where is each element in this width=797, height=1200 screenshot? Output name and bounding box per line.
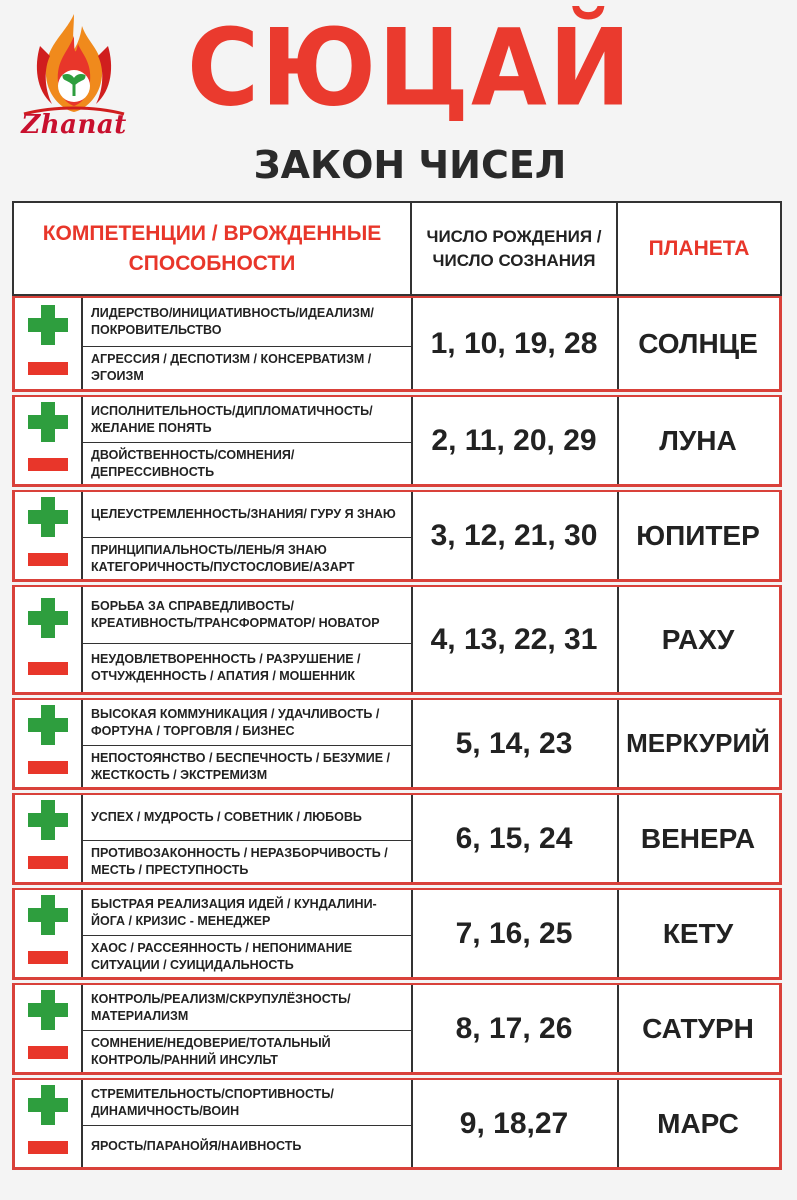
plus-icon: [28, 895, 68, 935]
birth-numbers: 9, 18,27: [411, 1080, 619, 1167]
negative-traits: ХАОС / РАССЕЯННОСТЬ / НЕПОНИМАНИЕ СИТУАЦИИ / СУИЦИДАЛЬНОСТЬ: [91, 940, 353, 972]
header-competencies: КОМПЕТЕНЦИИ / ВРОЖДЕННЫЕ СПОСОБНОСТИ: [42, 221, 382, 275]
signs-cell: [15, 985, 83, 1072]
page-title: СЮЦАЙ: [187, 7, 633, 131]
traits-cell: [81, 985, 413, 1072]
plus-icon: [28, 705, 68, 745]
signs-cell: [15, 1080, 83, 1167]
table-row: [12, 983, 782, 1075]
negative-traits: НЕУДОВЛЕТВОРЕННОСТЬ / РАЗРУШЕНИЕ / ОТЧУЖДЕННОСТЬ / АПАТИЯ / МОШЕННИК: [91, 652, 361, 683]
birth-numbers: 5, 14, 23: [411, 700, 619, 787]
traits-cell: [81, 298, 413, 389]
minus-icon: [28, 951, 68, 964]
traits-cell: [81, 397, 413, 484]
table-row: [12, 888, 782, 980]
birth-numbers: 3, 12, 21, 30: [411, 492, 619, 579]
positive-traits: БОРЬБА ЗА СПРАВЕДЛИВОСТЬ/ КРЕАТИВНОСТЬ/ТРАНСФОРМАТОР/ НОВАТОР: [81, 587, 411, 644]
traits-cell: [81, 700, 413, 787]
birth-numbers: 2, 11, 20, 29: [411, 397, 619, 484]
plus-icon: [28, 990, 68, 1030]
birth-numbers: 7, 16, 25: [411, 890, 619, 977]
negative-traits: ЯРОСТЬ/ПАРАНОЙЯ/НАИВНОСТЬ: [91, 1139, 302, 1153]
traits-cell: [81, 795, 413, 882]
positive-traits: УСПЕХ / МУДРОСТЬ / СОВЕТНИК / ЛЮБОВЬ: [81, 795, 411, 841]
plus-icon: [28, 402, 68, 442]
header-numbers: ЧИСЛО РОЖДЕНИЯ / ЧИСЛО СОЗНАНИЯ: [410, 203, 616, 294]
signs-cell: [15, 795, 83, 882]
planet-name: ВЕНЕРА: [640, 822, 756, 854]
table-row: [12, 395, 782, 487]
minus-icon: [28, 1141, 68, 1154]
positive-traits: КОНТРОЛЬ/РЕАЛИЗМ/СКРУПУЛЁЗНОСТЬ/ МАТЕРИАЛИЗМ: [81, 985, 411, 1031]
table-row: [12, 793, 782, 885]
negative-traits: НЕПОСТОЯНСТВО / БЕСПЕЧНОСТЬ / БЕЗУМИЕ / ЖЕСТКОСТЬ / ЭКСТРЕМИЗМ: [91, 750, 390, 782]
plus-icon: [28, 305, 68, 345]
traits-cell: [81, 492, 413, 579]
minus-icon: [28, 362, 68, 375]
page-subtitle: ЗАКОН ЧИСЕЛ: [253, 143, 567, 187]
birth-numbers: 1, 10, 19, 28: [411, 298, 619, 389]
birth-numbers: 6, 15, 24: [411, 795, 619, 882]
plus-icon: [28, 598, 68, 638]
header-planet: ПЛАНЕТА: [616, 203, 780, 294]
minus-icon: [28, 458, 68, 471]
planet-name: САТУРН: [642, 1012, 754, 1044]
positive-traits: ЦЕЛЕУСТРЕМЛЕННОСТЬ/ЗНАНИЯ/ ГУРУ Я ЗНАЮ: [81, 492, 411, 538]
plus-icon: [28, 1085, 68, 1125]
negative-traits: АГРЕССИЯ / ДЕСПОТИЗМ / КОНСЕРВАТИЗМ / ЭГОИЗМ: [91, 352, 372, 383]
birth-numbers: 4, 13, 22, 31: [411, 587, 619, 692]
planet-name: РАХУ: [661, 623, 735, 655]
negative-traits: ПРИНЦИПИАЛЬНОСТЬ/ЛЕНЬ/Я ЗНАЮ КАТЕГОРИЧНОСТЬ/ПУСТОСЛОВИЕ/АЗАРТ: [91, 542, 355, 574]
positive-traits: ВЫСОКАЯ КОММУНИКАЦИЯ / УДАЧЛИВОСТЬ / ФОРТУНА / ТОРГОВЛЯ / БИЗНЕС: [81, 700, 411, 746]
minus-icon: [28, 553, 68, 566]
traits-cell: [81, 890, 413, 977]
positive-traits: БЫСТРАЯ РЕАЛИЗАЦИЯ ИДЕЙ / КУНДАЛИНИ- ЙОГА / КРИЗИС - МЕНЕДЖЕР: [81, 890, 411, 936]
planet-name: МАРС: [657, 1107, 739, 1139]
positive-traits: ИСПОЛНИТЕЛЬНОСТЬ/ДИПЛОМАТИЧНОСТЬ/ ЖЕЛАНИЕ ПОНЯТЬ: [81, 397, 411, 443]
signs-cell: [15, 492, 83, 579]
table-row: [12, 490, 782, 582]
table-row: [12, 585, 782, 695]
negative-traits: ПРОТИВОЗАКОННОСТЬ / НЕРАЗБОРЧИВОСТЬ / МЕСТЬ / ПРЕСТУПНОСТЬ: [91, 845, 388, 877]
plus-icon: [28, 497, 68, 537]
positive-traits: ЛИДЕРСТВО/ИНИЦИАТИВНОСТЬ/ИДЕАЛИЗМ/ ПОКРОВИТЕЛЬСТВО: [81, 298, 411, 347]
traits-cell: [81, 1080, 413, 1167]
table-row: [12, 296, 782, 392]
planet-name: КЕТУ: [662, 917, 734, 949]
planet-name: ЛУНА: [659, 424, 737, 456]
birth-numbers: 8, 17, 26: [411, 985, 619, 1072]
signs-cell: [15, 397, 83, 484]
negative-traits: ДВОЙСТВЕННОСТЬ/СОМНЕНИЯ/ ДЕПРЕССИВНОСТЬ: [91, 447, 295, 479]
table-body: [12, 296, 782, 1170]
page-header: [0, 0, 797, 200]
signs-cell: [15, 298, 83, 389]
negative-traits: СОМНЕНИЕ/НЕДОВЕРИЕ/ТОТАЛЬНЫЙ КОНТРОЛЬ/РАННИЙ ИНСУЛЬТ: [91, 1035, 331, 1067]
planet-name: ЮПИТЕР: [636, 519, 760, 551]
minus-icon: [28, 856, 68, 869]
logo-text: Zhanat: [21, 110, 127, 140]
planet-name: СОЛНЦЕ: [638, 327, 758, 359]
traits-cell: [81, 587, 413, 692]
planet-name: МЕРКУРИЙ: [626, 728, 770, 758]
minus-icon: [28, 662, 68, 675]
positive-traits: СТРЕМИТЕЛЬНОСТЬ/СПОРТИВНОСТЬ/ ДИНАМИЧНОСТЬ/ВОИН: [81, 1080, 411, 1126]
table-row: [12, 1078, 782, 1170]
minus-icon: [28, 1046, 68, 1059]
table-header: [12, 201, 782, 296]
signs-cell: [15, 890, 83, 977]
table-row: [12, 698, 782, 790]
signs-cell: [15, 587, 83, 692]
minus-icon: [28, 761, 68, 774]
signs-cell: [15, 700, 83, 787]
plus-icon: [28, 800, 68, 840]
